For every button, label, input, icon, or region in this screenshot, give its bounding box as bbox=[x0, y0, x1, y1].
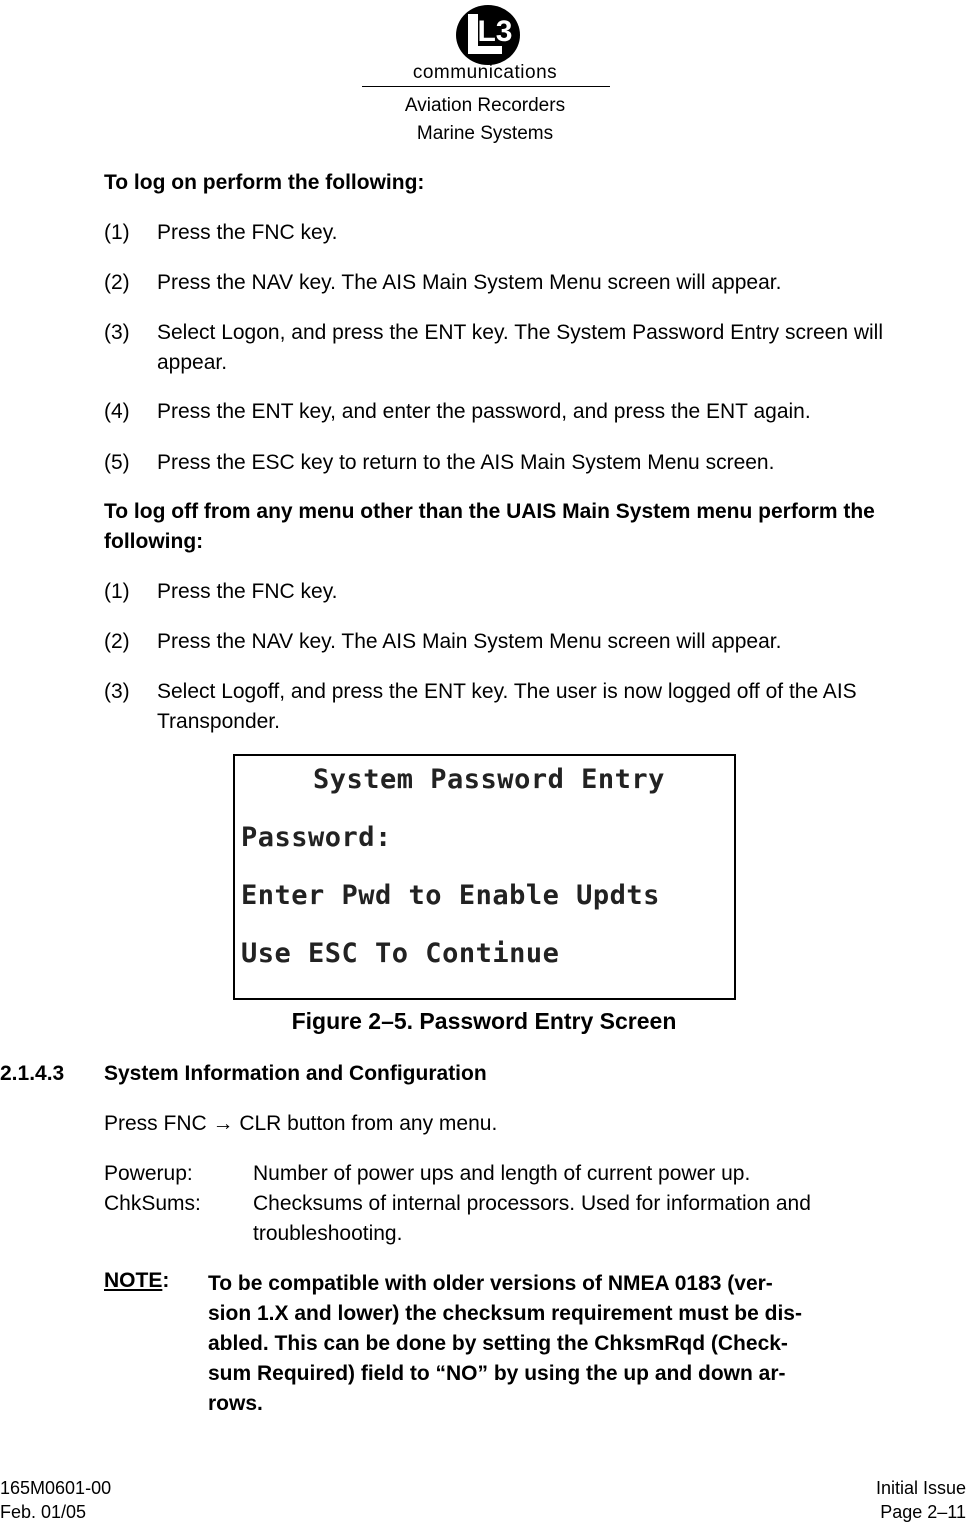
section-number: 2.1.4.3 bbox=[0, 1062, 65, 1085]
header-line-2: Marine Systems bbox=[416, 123, 554, 144]
note-line-4: sum Required) field to “NO” by using the up and down ar- bbox=[208, 1362, 786, 1385]
note-label-word: NOTE bbox=[104, 1269, 163, 1292]
section-title: System Information and Configuration bbox=[104, 1062, 487, 1085]
l3-logo-mark bbox=[455, 4, 521, 66]
password-entry-screen-figure bbox=[233, 754, 736, 1000]
logoff-heading: To log off from any menu other than the UAIS Main System menu perform the bbox=[104, 500, 875, 523]
header-line-1: Aviation Recorders bbox=[404, 95, 566, 116]
note-line-1: To be compatible with older versions of NMEA 0183 (ver- bbox=[208, 1272, 773, 1295]
def-text-powerup: Number of power ups and length of current power up. bbox=[253, 1162, 751, 1185]
logon-step-1-number: (1) bbox=[104, 221, 130, 244]
logon-step-4-number: (4) bbox=[104, 400, 130, 423]
logoff-step-2-text: Press the NAV key. The AIS Main System Menu screen will appear. bbox=[157, 630, 782, 653]
footer-date: Feb. 01/05 bbox=[0, 1502, 87, 1522]
brand-name: communications bbox=[412, 62, 558, 83]
note-label bbox=[104, 1269, 169, 1293]
lcd-enter-pwd-line: Enter Pwd to Enable Updts bbox=[241, 880, 660, 911]
logon-step-2-text: Press the NAV key. The AIS Main System Menu screen will appear. bbox=[157, 271, 782, 294]
logon-step-3-text-cont: appear. bbox=[157, 351, 228, 374]
logoff-step-1-text: Press the FNC key. bbox=[157, 580, 338, 603]
footer-doc-number: 165M0601-00 bbox=[0, 1478, 112, 1498]
def-term-chksums: ChkSums: bbox=[104, 1192, 201, 1215]
logon-step-5-text: Press the ESC key to return to the AIS Main System Menu screen. bbox=[157, 451, 775, 474]
lcd-use-esc-line: Use ESC To Continue bbox=[241, 938, 560, 969]
def-term-powerup: Powerup: bbox=[104, 1162, 193, 1185]
section-intro: Press FNC → CLR button from any menu. bbox=[104, 1112, 498, 1135]
logon-step-5-number: (5) bbox=[104, 451, 130, 474]
def-text-chksums: Checksums of internal processors. Used for information and bbox=[253, 1192, 811, 1215]
logoff-step-3-number: (3) bbox=[104, 680, 130, 703]
note-line-2: sion 1.X and lower) the checksum requirement must be dis- bbox=[208, 1302, 802, 1325]
logon-heading: To log on perform the following: bbox=[104, 171, 425, 194]
logoff-step-3-text: Select Logoff, and press the ENT key. The user is now logged off of the AIS bbox=[157, 680, 857, 703]
logon-step-4-text: Press the ENT key, and enter the password, and press the ENT again. bbox=[157, 400, 811, 423]
figure-caption: Figure 2–5. Password Entry Screen bbox=[291, 1008, 677, 1034]
logon-step-3-text: Select Logon, and press the ENT key. The System Password Entry screen will bbox=[157, 321, 883, 344]
logon-step-3-number: (3) bbox=[104, 321, 130, 344]
logon-step-2-number: (2) bbox=[104, 271, 130, 294]
note-line-3: abled. This can be done by setting the ChksmRqd (Check- bbox=[208, 1332, 788, 1355]
logoff-heading-cont: following: bbox=[104, 530, 204, 553]
footer-issue: Initial Issue bbox=[875, 1478, 966, 1498]
logoff-step-1-number: (1) bbox=[104, 580, 130, 603]
note-label-colon: : bbox=[162, 1269, 170, 1292]
footer-page-number: Page 2–11 bbox=[880, 1502, 966, 1522]
logo-text: L3 bbox=[477, 15, 513, 48]
def-text-chksums-cont: troubleshooting. bbox=[253, 1222, 403, 1245]
logoff-step-2-number: (2) bbox=[104, 630, 130, 653]
l3-logo bbox=[455, 4, 521, 66]
lcd-password-label: Password: bbox=[241, 822, 392, 853]
logon-step-1-text: Press the FNC key. bbox=[157, 221, 338, 244]
brand-divider bbox=[362, 86, 610, 87]
logoff-step-3-text-cont: Transponder. bbox=[157, 710, 280, 733]
lcd-title: System Password Entry bbox=[313, 764, 665, 795]
note-line-5: rows. bbox=[208, 1392, 263, 1415]
